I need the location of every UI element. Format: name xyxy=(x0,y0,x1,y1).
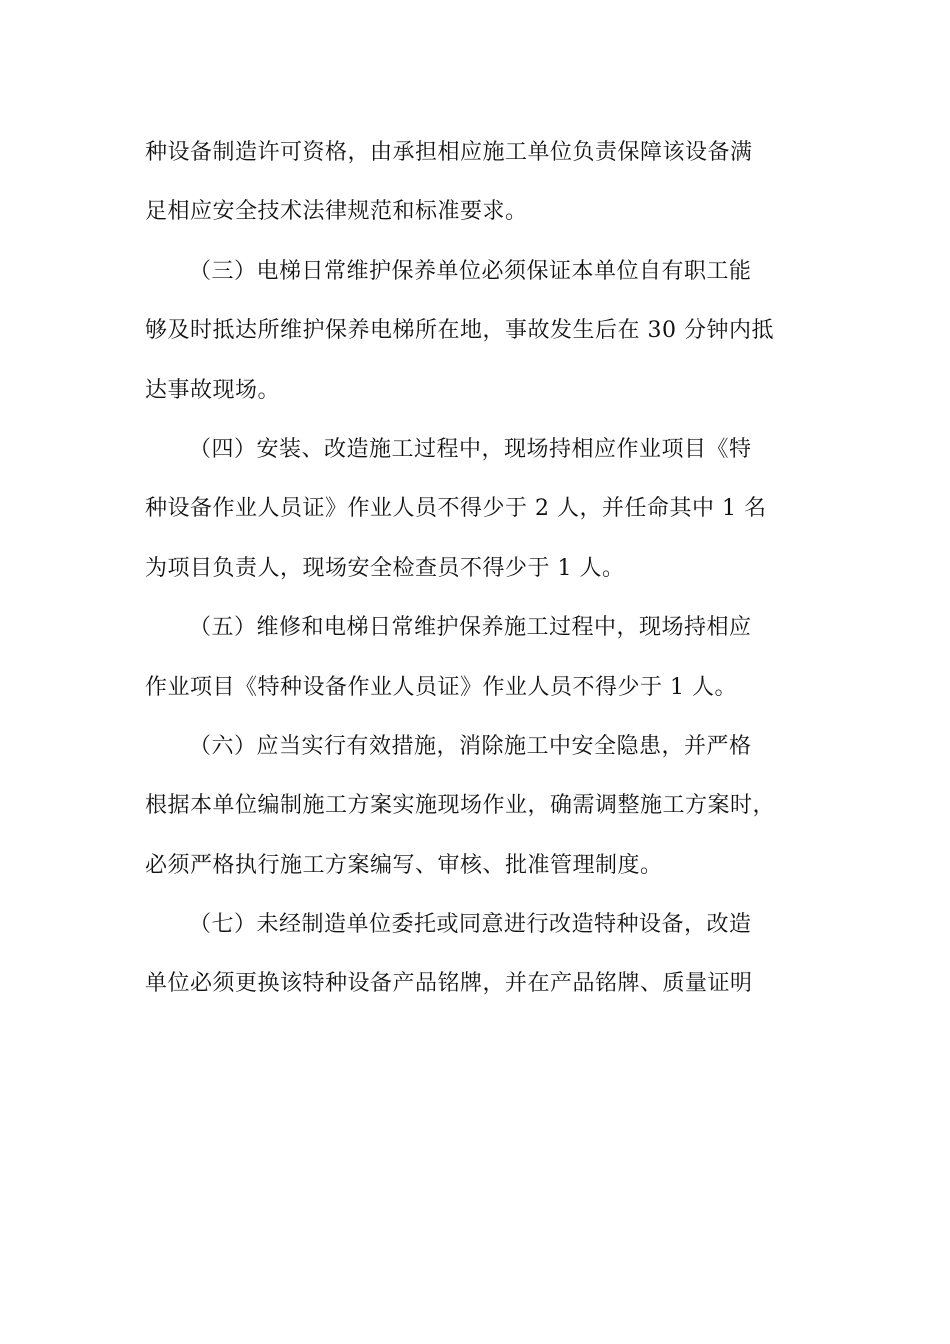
paragraph-start-line: （三）电梯日常维护保养单位必须保证本单位自有职工能 xyxy=(189,258,752,284)
text-line: 达事故现场。 xyxy=(145,377,281,403)
text-line: 够及时抵达所维护保养电梯所在地，事故发生后在 30 分钟内抵 xyxy=(145,318,774,344)
paragraph-start-line: （五）维修和电梯日常维护保养施工过程中，现场持相应 xyxy=(189,615,752,641)
text-line: 作业项目《特种设备作业人员证》作业人员不得少于 1 人。 xyxy=(145,674,737,700)
text-line: 种设备制造许可资格，由承担相应施工单位负责保障该设备满 xyxy=(145,140,753,165)
document-body xyxy=(145,128,810,1019)
text-line: 足相应安全技术法律规范和标准要求。 xyxy=(145,199,528,225)
paragraph-start-line: （六）应当实行有效措施，消除施工中安全隐患，并严格 xyxy=(189,733,752,759)
text-line: 单位必须更换该特种设备产品铭牌，并在产品铭牌、质量证明 xyxy=(145,971,753,997)
paragraph-start-line: （七）未经制造单位委托或同意进行改造特种设备，改造 xyxy=(189,912,752,938)
text-line: 必须严格执行施工方案编写、审核、批准管理制度。 xyxy=(145,852,663,878)
text-line: 根据本单位编制施工方案实施现场作业，确需调整施工方案时， xyxy=(145,793,776,819)
paragraph-start-line: （四）安装、改造施工过程中，现场持相应作业项目《特 xyxy=(189,436,752,462)
text-line: 种设备作业人员证》作业人员不得少于 2 人，并任命其中 1 名 xyxy=(145,496,767,522)
text-line: 为项目负责人，现场安全检查员不得少于 1 人。 xyxy=(145,555,625,581)
